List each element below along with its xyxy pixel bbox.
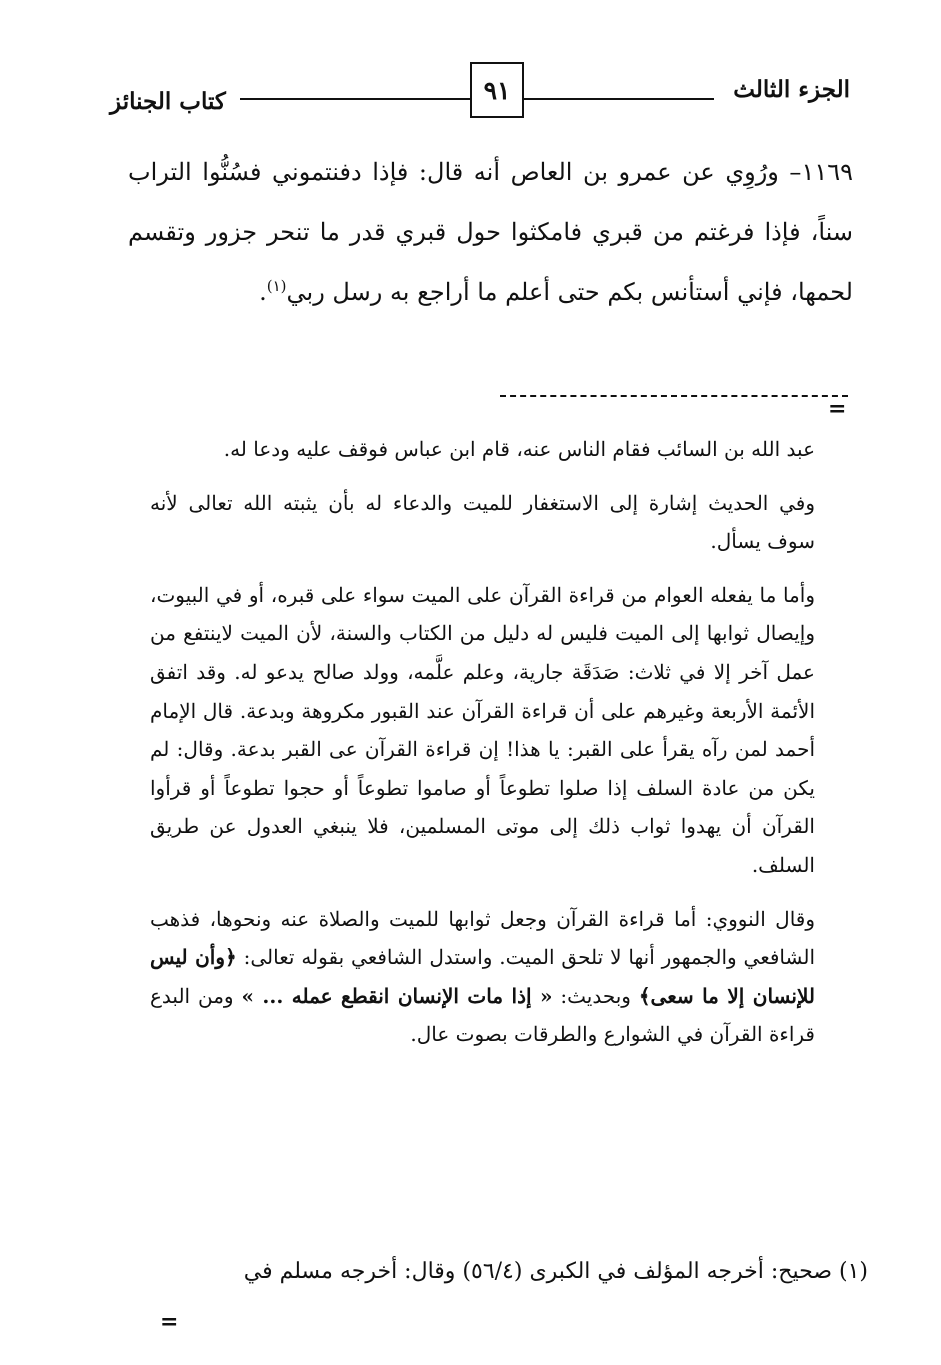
hadith-quote: « إذا مات الإنسان انقطع عمله ... »: [241, 983, 553, 1008]
commentary-p4-end: ومن البدع قراءة القرآن في الشوارع والطرقات بصوت عال.: [150, 983, 815, 1047]
header-rule-left: [240, 98, 470, 100]
commentary-paragraph-4: [150, 900, 815, 1054]
quran-quote: ﴿وأن ليس للإنسان إلا ما سعى﴾: [150, 945, 815, 1008]
header-rule-right: [524, 98, 714, 100]
page-number: ٩١: [470, 62, 524, 118]
footnote-reference: (١): [266, 277, 287, 295]
section-divider: [500, 395, 848, 397]
book-title: كتاب الجنائز: [110, 88, 226, 115]
commentary-p4-start: وقال النووي: أما قراءة القرآن وجعل ثوابها للميت والصلاة عنه ونحوها، فذهب الشافعي والجمهور أنها لا تلحق الميت. واستدل الشافعي بقوله تعالى:: [150, 906, 816, 970]
hadith-paragraph: [128, 142, 853, 322]
volume-title: الجزء الثالث: [733, 76, 850, 103]
commentary-paragraph-2: وفي الحديث إشارة إلى الاستغفار للميت والدعاء له بأن يثبته الله تعالى لأنه سوف يسأل.: [150, 490, 815, 554]
commentary-p4-mid: وبحديث:: [552, 983, 639, 1008]
commentary-paragraph-3: وأما ما يفعله العوام من قراءة القرآن على الميت سواء على قبره، أو في البيوت، وإيصال ثوابها إلى الميت فليس له دليل من الكتاب والسنة، لأن الميت لاينتفع من عمل آخر إلا في ثلاث: صَدَقَة جارية، وعلم علَّمه، وولد صالح يدعو له. وقد اتفق الأئمة الأربعة وغيرهم على أن قراءة القرآن عند القبور مكروهة وبدعة. قال الإمام أحمد لمن رآه يقرأ على القبر: يا هذا! إن قراءة القرآن عى القبر بدعة. وقال: لم يكن من عادة السلف إذا صلوا تطوعاً أو صاموا تطوعاً أو حجوا تطوعاً أو قرأوا القرآن أن يهدوا ثواب ذلك إلى موتى المسلمين، فلا ينبغي العدول عن طريق السلف.: [150, 582, 815, 877]
commentary-section: [150, 430, 815, 1069]
commentary-paragraph-1: عبد الله بن السائب فقام الناس عنه، قام ابن عباس فوقف عليه ودعا له.: [223, 437, 815, 461]
hadith-end-mark: .: [259, 278, 267, 306]
hadith-text: ١١٦٩– ورُوِي عن عمرو بن العاص أنه قال: فإذا دفنتموني فسُنُّوا التراب سناً، فإذا فرغتم من قبري فامكثوا حول قبري قدر ما تنحر جزور وتقسم لحمها، فإني أستأنس بكم حتى أعلم ما أراجع به رسل ربي: [128, 158, 853, 306]
footnote: (١) صحيح: أخرجه المؤلف في الكبرى (٥٦/٤) وقال: أخرجه مسلم في: [243, 1259, 868, 1284]
footnote-continuation-mark: =: [160, 1309, 179, 1335]
page-header: [110, 62, 850, 124]
continuation-mark: =: [828, 396, 847, 422]
